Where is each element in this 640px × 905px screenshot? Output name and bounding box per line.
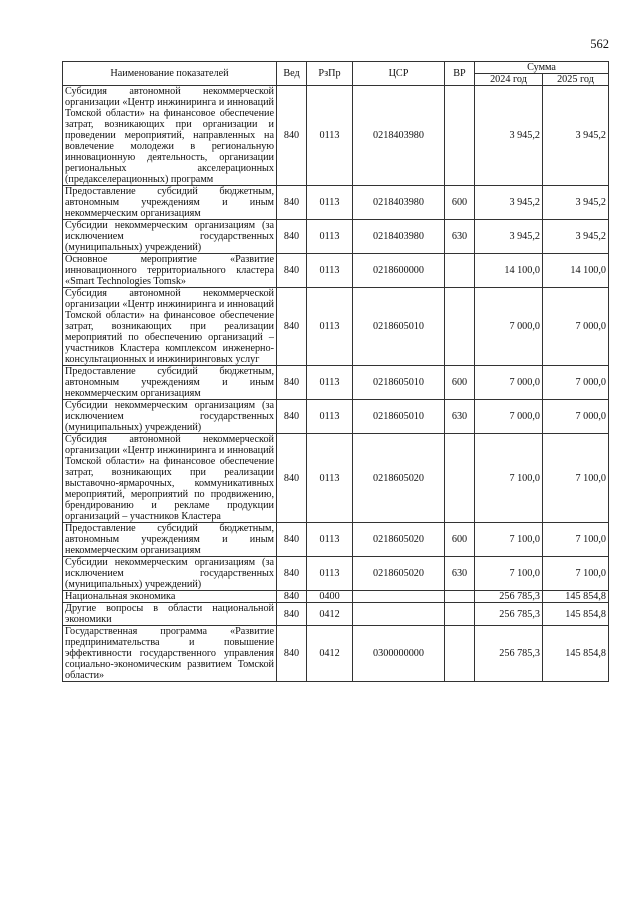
row-sum-2025: 145 854,8	[543, 591, 609, 603]
row-sum-2025: 7 100,0	[543, 523, 609, 557]
table-row	[63, 603, 609, 626]
table-row	[63, 366, 609, 400]
header-csr: ЦСР	[353, 62, 445, 86]
row-csr: 0218605020	[353, 434, 445, 523]
row-sum-2024: 256 785,3	[475, 591, 543, 603]
row-rzpr: 0113	[307, 557, 353, 591]
table-row	[63, 557, 609, 591]
table-row	[63, 288, 609, 366]
row-sum-2024: 7 000,0	[475, 366, 543, 400]
row-ved: 840	[277, 400, 307, 434]
row-ved: 840	[277, 366, 307, 400]
table-row	[63, 254, 609, 288]
row-vr: 600	[445, 186, 475, 220]
row-ved: 840	[277, 186, 307, 220]
row-name: Предоставление субсидий бюджетным, автономным учреждениям и иным некоммерческим организациям	[63, 366, 277, 400]
row-sum-2024: 256 785,3	[475, 626, 543, 682]
row-vr	[445, 86, 475, 186]
row-sum-2024: 3 945,2	[475, 86, 543, 186]
row-csr: 0218605020	[353, 557, 445, 591]
row-sum-2025: 7 000,0	[543, 288, 609, 366]
row-vr	[445, 254, 475, 288]
budget-table	[62, 61, 609, 682]
table-row	[63, 523, 609, 557]
row-ved: 840	[277, 603, 307, 626]
table-header	[63, 62, 609, 86]
row-csr: 0218605010	[353, 288, 445, 366]
row-sum-2025: 145 854,8	[543, 626, 609, 682]
table-row	[63, 591, 609, 603]
table-body	[63, 86, 609, 682]
row-name: Другие вопросы в области национальной экономики	[63, 603, 277, 626]
row-sum-2024: 7 000,0	[475, 400, 543, 434]
row-vr	[445, 626, 475, 682]
row-vr	[445, 434, 475, 523]
table-row	[63, 400, 609, 434]
row-csr: 0218600000	[353, 254, 445, 288]
row-vr	[445, 603, 475, 626]
header-sum: Сумма	[475, 62, 609, 74]
row-ved: 840	[277, 626, 307, 682]
row-sum-2025: 3 945,2	[543, 220, 609, 254]
row-sum-2024: 7 100,0	[475, 557, 543, 591]
row-name: Предоставление субсидий бюджетным, автономным учреждениям и иным некоммерческим организациям	[63, 523, 277, 557]
row-csr: 0218605010	[353, 400, 445, 434]
row-rzpr: 0400	[307, 591, 353, 603]
row-name: Государственная программа «Развитие предпринимательства и повышение эффективности государственного управления социально-экономическим развитием Томской области»	[63, 626, 277, 682]
header-2025: 2025 год	[543, 74, 609, 86]
row-rzpr: 0113	[307, 400, 353, 434]
row-ved: 840	[277, 254, 307, 288]
row-sum-2024: 7 100,0	[475, 434, 543, 523]
row-ved: 840	[277, 434, 307, 523]
row-name: Субсидия автономной некоммерческой организации «Центр инжиниринга и инноваций Томской области» на финансовое обеспечение затрат, возникающих при организации и проведении мероприятий, направленных на вовлечение молодежи в региональную инновационную деятельность, организации региональных акселерационных (предакселерационных) программ	[63, 86, 277, 186]
row-rzpr: 0113	[307, 186, 353, 220]
row-name: Субсидия автономной некоммерческой организации «Центр инжиниринга и инноваций Томской области» на финансовое обеспечение затрат, возникающих при реализации мероприятий по обеспечению организаций – участников Кластера комплексом инженерно-консультационных и инжиниринговых услуг	[63, 288, 277, 366]
row-rzpr: 0412	[307, 603, 353, 626]
header-rzpr: РзПр	[307, 62, 353, 86]
header-name: Наименование показателей	[63, 62, 277, 86]
row-ved: 840	[277, 523, 307, 557]
row-name: Субсидии некоммерческим организациям (за исключением государственных (муниципальных) учреждений)	[63, 220, 277, 254]
row-sum-2024: 3 945,2	[475, 220, 543, 254]
table-row	[63, 186, 609, 220]
row-sum-2025: 145 854,8	[543, 603, 609, 626]
row-sum-2025: 7 100,0	[543, 434, 609, 523]
row-sum-2024: 3 945,2	[475, 186, 543, 220]
row-sum-2024: 7 100,0	[475, 523, 543, 557]
row-vr: 600	[445, 366, 475, 400]
row-rzpr: 0113	[307, 366, 353, 400]
header-2024: 2024 год	[475, 74, 543, 86]
page-number: 562	[590, 37, 609, 51]
row-sum-2025: 7 100,0	[543, 557, 609, 591]
row-sum-2025: 3 945,2	[543, 86, 609, 186]
row-rzpr: 0113	[307, 434, 353, 523]
row-vr	[445, 288, 475, 366]
row-vr	[445, 591, 475, 603]
row-csr: 0218403980	[353, 86, 445, 186]
table-row	[63, 220, 609, 254]
row-name: Основное мероприятие «Развитие инновационного территориального кластера «Smart Technologies Tomsk»	[63, 254, 277, 288]
row-ved: 840	[277, 557, 307, 591]
table-row	[63, 434, 609, 523]
row-rzpr: 0412	[307, 626, 353, 682]
row-csr	[353, 591, 445, 603]
row-csr: 0218605010	[353, 366, 445, 400]
row-csr: 0300000000	[353, 626, 445, 682]
row-sum-2025: 3 945,2	[543, 186, 609, 220]
row-vr: 600	[445, 523, 475, 557]
header-ved: Вед	[277, 62, 307, 86]
row-rzpr: 0113	[307, 288, 353, 366]
row-sum-2025: 14 100,0	[543, 254, 609, 288]
header-vr: ВР	[445, 62, 475, 86]
row-name: Субсидия автономной некоммерческой организации «Центр инжиниринга и инноваций Томской области» на финансовое обеспечение затрат, возникающих при реализации выставочно-ярмарочных, коммуникативных мероприятий, мероприятий по продвижению, брендированию и рекламе продукции организаций – участников Кластера	[63, 434, 277, 523]
row-sum-2025: 7 000,0	[543, 400, 609, 434]
row-sum-2024: 7 000,0	[475, 288, 543, 366]
row-vr: 630	[445, 400, 475, 434]
row-csr: 0218403980	[353, 220, 445, 254]
row-csr	[353, 603, 445, 626]
row-sum-2024: 256 785,3	[475, 603, 543, 626]
row-vr: 630	[445, 557, 475, 591]
row-name: Субсидии некоммерческим организациям (за исключением государственных (муниципальных) учреждений)	[63, 400, 277, 434]
row-sum-2024: 14 100,0	[475, 254, 543, 288]
row-csr: 0218605020	[353, 523, 445, 557]
row-ved: 840	[277, 288, 307, 366]
row-vr: 630	[445, 220, 475, 254]
row-ved: 840	[277, 591, 307, 603]
row-name: Субсидии некоммерческим организациям (за исключением государственных (муниципальных) учреждений)	[63, 557, 277, 591]
table-row	[63, 626, 609, 682]
row-csr: 0218403980	[353, 186, 445, 220]
row-rzpr: 0113	[307, 86, 353, 186]
row-ved: 840	[277, 220, 307, 254]
row-name: Предоставление субсидий бюджетным, автономным учреждениям и иным некоммерческим организациям	[63, 186, 277, 220]
table-row	[63, 86, 609, 186]
row-rzpr: 0113	[307, 523, 353, 557]
row-name: Национальная экономика	[63, 591, 277, 603]
row-ved: 840	[277, 86, 307, 186]
row-rzpr: 0113	[307, 254, 353, 288]
row-rzpr: 0113	[307, 220, 353, 254]
row-sum-2025: 7 000,0	[543, 366, 609, 400]
